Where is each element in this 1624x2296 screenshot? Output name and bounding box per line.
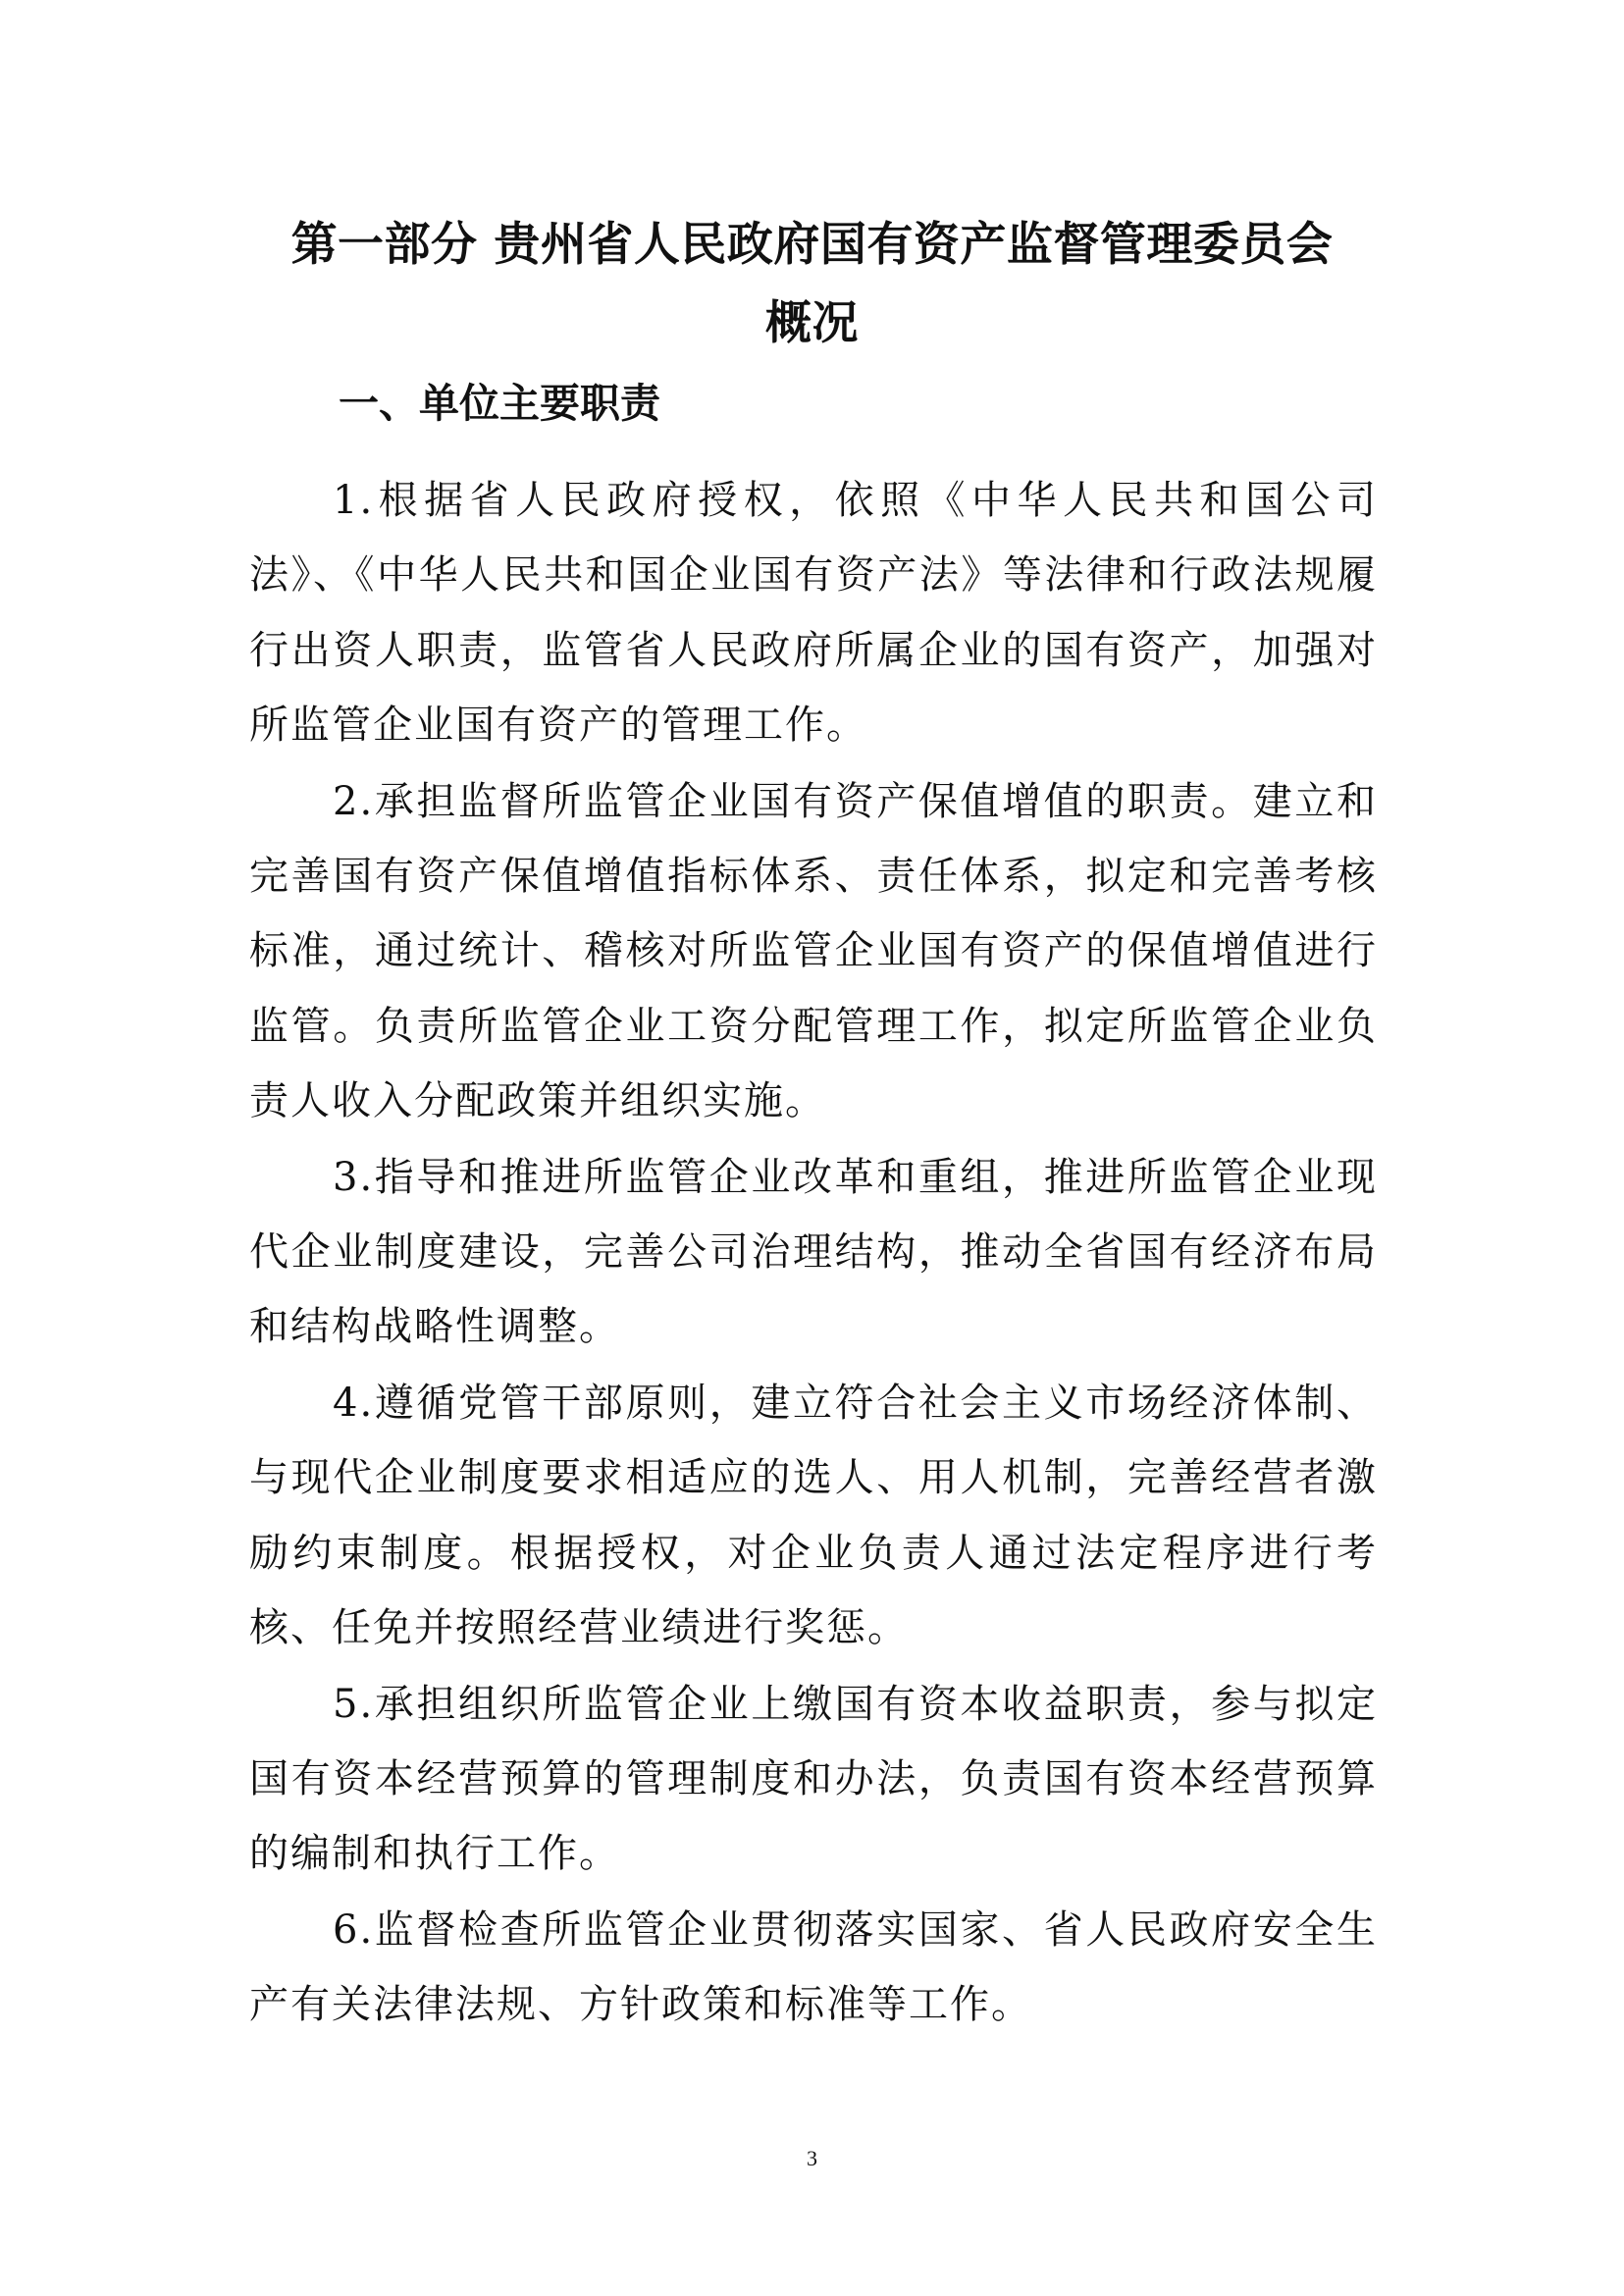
- title-line-1: 第一部分 贵州省人民政府国有资产监督管理委员会: [290, 218, 1334, 272]
- page-number: 3: [807, 2146, 817, 2170]
- paragraph-6: 6.监督检查所监管企业贯彻落实国家、省人民政府安全生产有关法律法规、方针政策和标准等工作。: [249, 1906, 1378, 2028]
- document-body: [249, 463, 1378, 2044]
- paragraph-2: 2.承担监督所监管企业国有资产保值增值的职责。建立和完善国有资产保值增值指标体系、责任体系，拟定和完善考核标准，通过统计、稽核对所监管企业国有资产的保值增值进行监管。负责所监管企业工资分配管理工作，拟定所监管企业负责人收入分配政策并组织实施。: [249, 778, 1378, 1124]
- paragraph-3: 3.指导和推进所监管企业改革和重组，推进所监管企业现代企业制度建设，完善公司治理结构，推动全省国有经济布局和结构战略性调整。: [249, 1154, 1378, 1350]
- title-line-2: 概况: [765, 296, 859, 350]
- paragraph-4: 4.遵循党管干部原则，建立符合社会主义市场经济体制、与现代企业制度要求相适应的选人、用人机制，完善经营者激励约束制度。根据授权，对企业负责人通过法定程序进行考核、任免并按照经营业绩进行奖惩。: [249, 1380, 1378, 1651]
- paragraph-1: 1.根据省人民政府授权，依照《中华人民共和国公司法》、《中华人民共和国企业国有资产法》等法律和行政法规履行出资人职责，监管省人民政府所属企业的国有资产，加强对所监管企业国有资产的管理工作。: [249, 478, 1378, 749]
- paragraph-5: 5.承担组织所监管企业上缴国有资本收益职责，参与拟定国有资本经营预算的管理制度和办法，负责国有资本经营预算的编制和执行工作。: [249, 1681, 1378, 1877]
- page-title: [231, 206, 1393, 363]
- section-heading: 一、单位主要职责: [339, 380, 660, 427]
